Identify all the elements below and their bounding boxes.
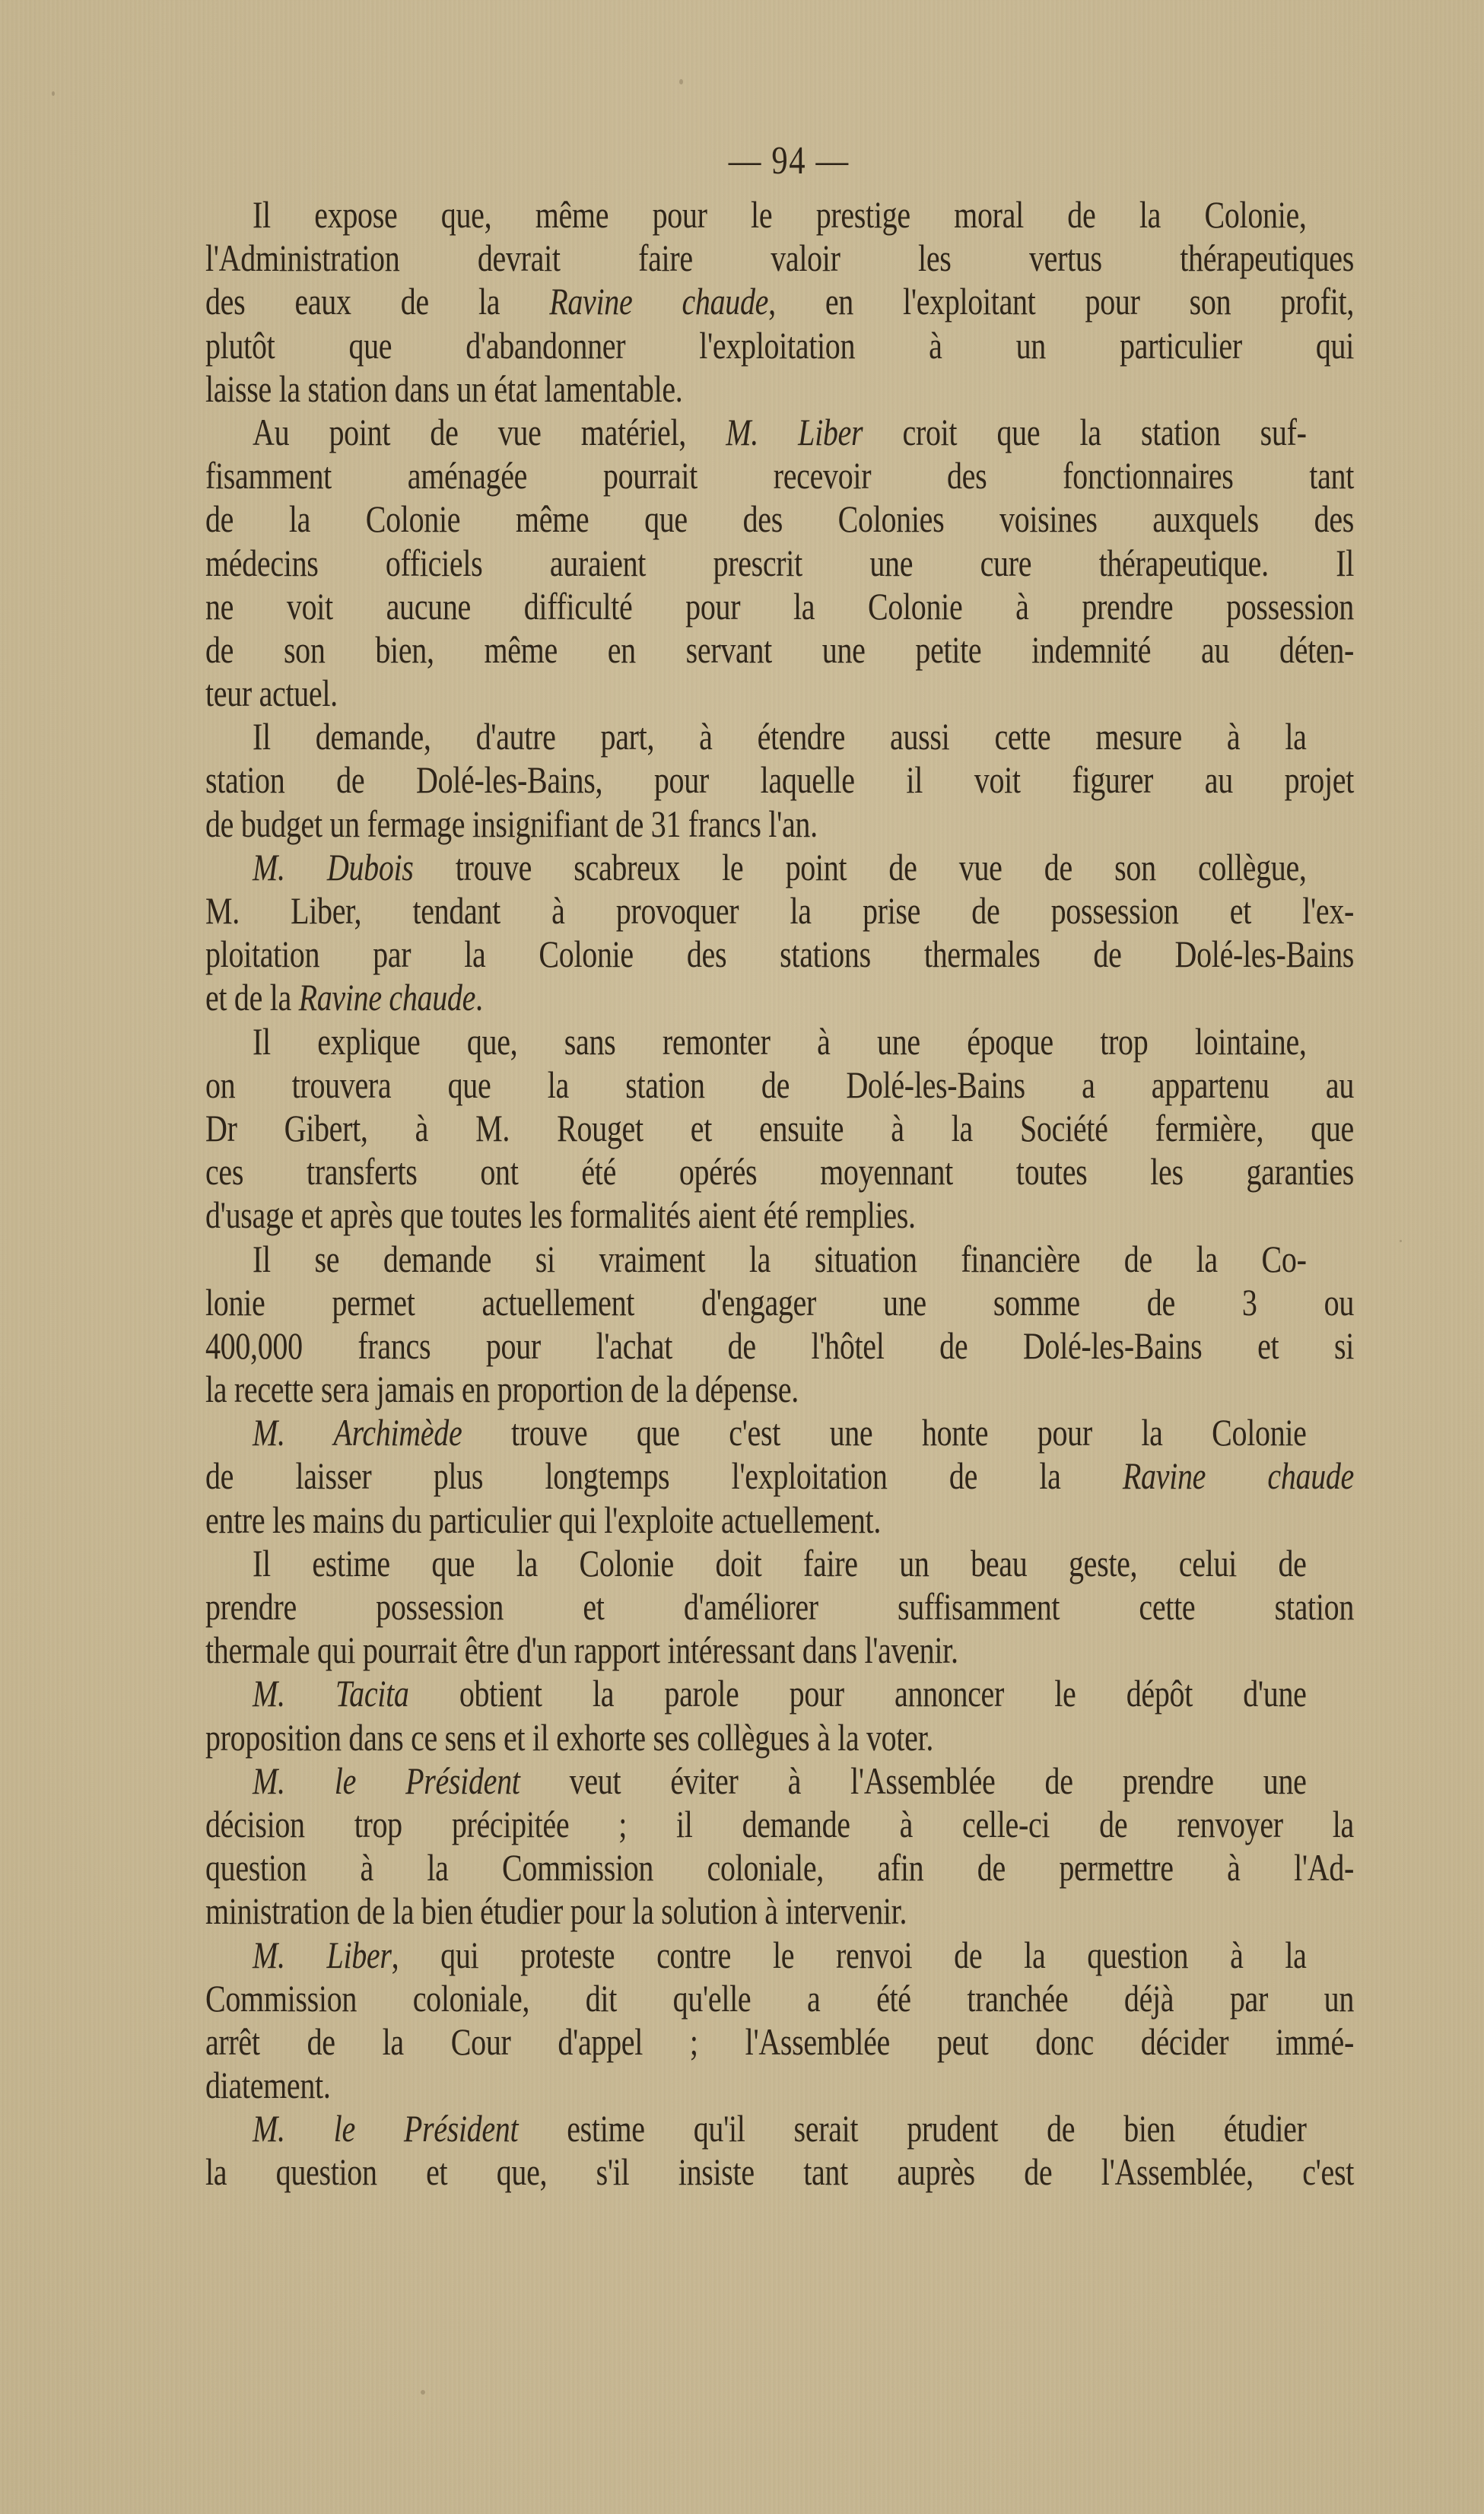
- text-line: [205, 2064, 1354, 2107]
- text-line-content: laisse la station dans un état lamentable.: [205, 367, 683, 410]
- paragraph: [205, 715, 1354, 846]
- text-line-content: ploitation par la Colonie des stations thermales de Dolé-les-Bains: [205, 933, 1354, 976]
- paper-speck: [1400, 1240, 1402, 1242]
- text-segment: , qui proteste contre le renvoi de la question à la: [391, 1933, 1307, 1976]
- paragraph: [205, 193, 1354, 411]
- paper-speck: [421, 2390, 425, 2395]
- body-text: [205, 193, 1354, 2195]
- text-segment: obtient la parole pour annoncer le dépôt d'une: [408, 1672, 1307, 1715]
- text-line: [205, 933, 1354, 976]
- text-line: [205, 2107, 1354, 2150]
- text-line: [205, 1411, 1354, 1454]
- text-line: [205, 411, 1354, 454]
- speaker-name: M. le Président: [253, 1759, 520, 1802]
- text-line-content: plutôt que d'abandonner l'exploitation à un particulier qui: [205, 323, 1354, 367]
- text-line-content: décision trop précipitée ; il demande à celle-ci de renvoyer la: [205, 1802, 1354, 1845]
- text-segment: des eaux de la: [205, 280, 550, 323]
- text-line: [205, 585, 1354, 628]
- text-line-content: la recette sera jamais en proportion de la dépense.: [205, 1368, 799, 1411]
- paragraph: [205, 1542, 1354, 1673]
- text-line-content: [205, 280, 1354, 323]
- text-line-content: [205, 1454, 1354, 1498]
- text-line-content: Il expose que, même pour le prestige moral de la Colonie,: [253, 193, 1307, 236]
- text-line: [205, 2150, 1354, 2194]
- text-line-content: [253, 846, 1307, 889]
- speaker-name: Ravine chaude: [298, 976, 476, 1019]
- text-line: [205, 1759, 1354, 1803]
- speaker-name: Ravine chaude: [549, 280, 769, 323]
- paper-speck: [52, 91, 55, 96]
- text-line-content: Il se demande si vraiment la situation financière de la Co-: [253, 1237, 1307, 1280]
- paragraph: [205, 411, 1354, 715]
- text-line: [205, 193, 1354, 237]
- text-line: [205, 672, 1354, 715]
- text-line-content: la question et que, s'il insiste tant auprès de l'Assemblée, c'est: [205, 2150, 1354, 2194]
- paragraph: [205, 1672, 1354, 1759]
- paragraph: [205, 1238, 1354, 1412]
- text-line-content: station de Dolé-les-Bains, pour laquelle il voit figurer au projet: [205, 758, 1354, 802]
- text-line: [205, 1150, 1354, 1193]
- text-line-content: médecins officiels auraient prescrit une cure thérapeutique. Il: [205, 541, 1354, 584]
- paragraph: [205, 846, 1354, 1020]
- page-number: — 94 —: [728, 139, 850, 183]
- text-line-content: 400,000 francs pour l'achat de l'hôtel de Dolé-les-Bains et si: [205, 1324, 1354, 1367]
- text-line-content: teur actuel.: [205, 672, 338, 715]
- text-line: [205, 758, 1354, 802]
- text-line: [205, 1803, 1354, 1846]
- text-line-content: [253, 1672, 1307, 1715]
- speaker-name: M. Liber: [253, 1933, 392, 1976]
- book-page: [205, 138, 1354, 2195]
- text-line: [205, 846, 1354, 889]
- text-line: [205, 1977, 1354, 2020]
- text-line: [205, 1107, 1354, 1150]
- text-line: [205, 324, 1354, 367]
- text-line: [205, 454, 1354, 497]
- text-line: [205, 1454, 1354, 1498]
- text-line-content: Dr Gibert, à M. Rouget et ensuite à la Société fermière, que: [205, 1106, 1354, 1149]
- text-line: [205, 1324, 1354, 1368]
- text-segment: et de la: [205, 976, 299, 1019]
- text-line-content: [253, 1759, 1307, 1803]
- text-segment: estime qu'il serait prudent de bien étudier: [518, 2107, 1307, 2150]
- text-line: [205, 1846, 1354, 1889]
- text-line-content: fisamment aménagée pourrait recevoir des fonctionnaires tant: [205, 454, 1354, 497]
- text-segment: Au point de vue matériel,: [253, 410, 726, 453]
- speaker-name: M. Dubois: [253, 845, 414, 888]
- text-line: [205, 1063, 1354, 1107]
- text-line-content: [253, 411, 1307, 454]
- text-line: [205, 803, 1354, 846]
- text-line: [205, 1193, 1354, 1237]
- text-line: [205, 976, 1354, 1019]
- text-line-content: de budget un fermage insignifiant de 31 francs l'an.: [205, 802, 818, 845]
- text-line-content: Il demande, d'autre part, à étendre aussi cette mesure à la: [253, 715, 1307, 758]
- speaker-name: M. Tacita: [253, 1672, 409, 1715]
- text-line-content: Il estime que la Colonie doit faire un beau geste, celui de: [253, 1541, 1307, 1584]
- text-line: [205, 1020, 1354, 1063]
- speaker-name: Ravine chaude: [1122, 1454, 1354, 1498]
- paper-speck: [679, 79, 683, 84]
- paragraph: [205, 1759, 1354, 1934]
- text-line: [205, 1368, 1354, 1411]
- speaker-name: M. Liber: [726, 410, 863, 453]
- paragraph: [205, 1020, 1354, 1238]
- text-line: [205, 497, 1354, 541]
- text-line-content: lonie permet actuellement d'engager une somme de 3 ou: [205, 1280, 1354, 1324]
- text-line: [205, 367, 1354, 411]
- text-line-content: [253, 1411, 1307, 1454]
- text-line-content: entre les mains du particulier qui l'exploite actuellement.: [205, 1498, 882, 1541]
- text-line-content: arrêt de la Cour d'appel ; l'Assemblée peut donc décider immé-: [205, 2020, 1354, 2063]
- text-line-content: question à la Commission coloniale, afin de permettre à l'Ad-: [205, 1846, 1354, 1889]
- speaker-name: M. Archimède: [253, 1411, 462, 1454]
- text-segment: croit que la station suf-: [863, 410, 1307, 453]
- text-line-content: d'usage et après que toutes les formalités aient été remplies.: [205, 1193, 916, 1237]
- text-segment: .: [475, 976, 483, 1019]
- text-line-content: M. Liber, tendant à provoquer la prise de possession et l'ex-: [205, 889, 1354, 932]
- paragraph: [205, 2107, 1354, 2194]
- text-line: [205, 1889, 1354, 1933]
- paragraph: [205, 1411, 1354, 1542]
- text-line-content: on trouvera que la station de Dolé-les-Bains a appartenu au: [205, 1063, 1354, 1106]
- text-line-content: ne voit aucune difficulté pour la Colonie à prendre possession: [205, 584, 1354, 628]
- text-line-content: de la Colonie même que des Colonies voisines auxquels des: [205, 497, 1354, 541]
- text-line: [205, 2020, 1354, 2064]
- text-line-content: proposition dans ce sens et il exhorte ses collègues à la voter.: [205, 1715, 934, 1759]
- text-segment: , en l'exploitant pour son profit,: [768, 280, 1354, 323]
- text-segment: veut éviter à l'Assemblée de prendre une: [520, 1759, 1307, 1802]
- text-line-content: thermale qui pourrait être d'un rapport intéressant dans l'avenir.: [205, 1629, 958, 1672]
- text-line-content: [205, 976, 1354, 1019]
- text-line-content: prendre possession et d'améliorer suffisamment cette station: [205, 1585, 1354, 1628]
- text-line: [205, 1716, 1354, 1759]
- text-segment: trouve scabreux le point de vue de son collègue,: [413, 845, 1307, 888]
- speaker-name: M. le Président: [253, 2107, 519, 2150]
- text-line: [205, 1672, 1354, 1715]
- paragraph: [205, 1934, 1354, 2108]
- text-line: [205, 1585, 1354, 1629]
- text-line: [205, 237, 1354, 280]
- text-line: [205, 280, 1354, 323]
- text-line-content: ces transferts ont été opérés moyennant toutes les garanties: [205, 1150, 1354, 1193]
- text-line-content: Il explique que, sans remonter à une époque trop lointaine,: [253, 1019, 1307, 1063]
- text-line: [205, 1281, 1354, 1324]
- text-line-content: l'Administration devrait faire valoir les vertus thérapeutiques: [205, 237, 1354, 280]
- text-segment: trouve que c'est une honte pour la Colonie: [462, 1411, 1307, 1454]
- text-line: [205, 715, 1354, 758]
- text-line-content: [253, 2107, 1307, 2150]
- text-line: [205, 1934, 1354, 1977]
- text-line: [205, 628, 1354, 672]
- text-line-content: [253, 1934, 1307, 1977]
- text-line-content: diatement.: [205, 2064, 331, 2107]
- text-line: [205, 1238, 1354, 1281]
- text-line: [205, 1499, 1354, 1542]
- text-segment: de laisser plus longtemps l'exploitation de la: [205, 1454, 1123, 1498]
- text-line-content: de son bien, même en servant une petite indemnité au déten-: [205, 628, 1354, 671]
- text-line: [205, 889, 1354, 933]
- text-line: [205, 1629, 1354, 1672]
- text-line-content: ministration de la bien étudier pour la solution à intervenir.: [205, 1889, 907, 1933]
- text-line: [205, 1542, 1354, 1585]
- text-line-content: Commission coloniale, dit qu'elle a été tranchée déjà par un: [205, 1976, 1354, 2020]
- text-line: [205, 542, 1354, 585]
